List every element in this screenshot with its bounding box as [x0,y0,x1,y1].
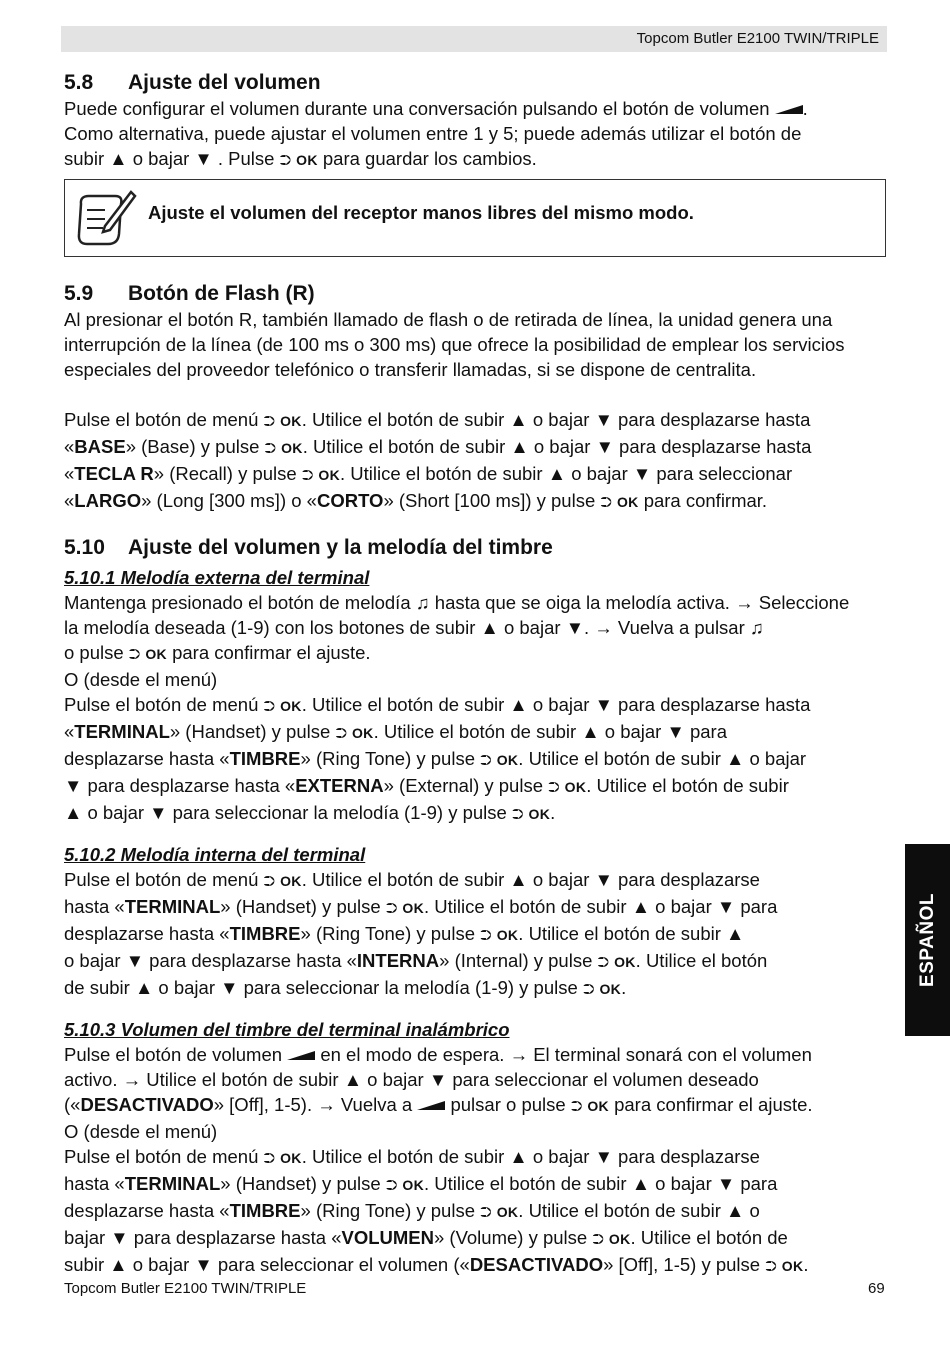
down-arrow-icon: ▼ [565,617,584,638]
ok-key-icon: ⮊ [582,981,595,998]
up-arrow-icon: ▲ [64,802,83,823]
text: » (Ring Tone) y pulse [300,748,475,769]
down-arrow-icon: ▼ [594,409,613,430]
up-arrow-icon: ▲ [509,409,528,430]
text: Utilice el botón de subir [146,1069,339,1090]
ok-label: OK [280,1150,302,1166]
up-arrow-icon: ▲ [547,463,567,484]
text: o bajar [655,1173,712,1194]
ok-key-icon: ⮊ [263,698,275,715]
menu-term: TIMBRE [229,748,301,769]
text: « [64,490,75,511]
language-side-tab [905,844,950,1036]
text: » (Volume) y pulse [433,1227,588,1248]
down-arrow-icon: ▼ [666,721,685,742]
text: especiales del proveedor telefónico o transferir llamadas, si se dispone de centralita. [64,359,757,380]
text: en el modo de espera. [320,1044,505,1065]
text: « [64,436,75,457]
text: para desplazarse hasta « [133,1227,342,1248]
ok-label: OK [318,467,340,483]
text: para [740,1173,778,1194]
text: O (desde el menú) [64,1121,218,1142]
page-header [61,26,887,52]
volume-icon [417,1101,445,1110]
menu-term: TERMINAL [74,721,170,742]
ok-label: OK [616,494,639,510]
paragraph [64,1198,886,1225]
ok-key-icon: ⮊ [263,413,275,430]
text: o bajar [571,463,628,484]
subsection-title: 5.10.3 Volumen del timbre del terminal inalámbrico [64,1019,510,1040]
text: o bajar [655,896,712,917]
paragraph [64,615,886,640]
up-arrow-icon: ▲ [480,617,499,638]
down-arrow-icon: ▼ [194,1254,213,1275]
volume-icon [287,1051,315,1060]
text: Pulse el botón de menú [64,409,259,430]
text: . Utilice el botón de subir [518,748,721,769]
text: interrupción de la línea (de 100 ms o 300 ms) que ofrece la posibilidad de emplear los servicios [64,334,845,355]
menu-term: TECLA R [74,463,154,484]
paragraph [64,1092,886,1119]
text: . Utilice el botón de subir [301,694,505,715]
paragraph [64,1144,886,1171]
note-text: Ajuste el volumen del receptor manos libres del mismo modo. [148,202,694,223]
text: Puede configurar el volumen durante una conversación pulsando el botón de volumen [64,98,770,119]
text: » (Ring Tone) y pulse [300,923,475,944]
text: desplazarse hasta « [64,748,230,769]
text: o bajar [132,1254,190,1275]
ok-label: OK [599,981,622,997]
ok-key-icon: ⮊ [385,900,398,917]
text: para [689,721,727,742]
menu-term: DESACTIVADO [80,1094,214,1115]
ok-label: OK [402,1177,424,1193]
paragraph [64,1042,886,1067]
text: para confirmar el ajuste. [614,1094,813,1115]
text: para desplazarse hasta « [149,950,357,971]
paragraph [64,461,886,488]
ok-key-icon: ⮊ [480,752,492,769]
section-5-10 [64,535,886,1279]
paragraph [64,434,886,461]
text: Vuelva a pulsar [617,617,745,638]
text: » [Off], 1-5) y pulse [603,1254,761,1275]
ok-key-icon: ⮊ [279,152,291,169]
text: Pulse el botón de menú [64,1146,259,1167]
text: para desplazarse hasta [618,694,811,715]
arrow-icon: → [122,1069,142,1090]
text: para seleccionar [656,463,793,484]
up-arrow-icon: ▲ [134,977,154,998]
text: para desplazarse hasta [619,436,812,457]
section-heading [64,535,886,561]
subsection-title: 5.10.2 Melodía interna del terminal [64,844,366,865]
menu-term: DESACTIVADO [469,1254,604,1275]
page-number: 69 [868,1280,885,1297]
text: hasta « [64,896,125,917]
note-box [64,179,886,257]
up-arrow-icon: ▲ [109,148,128,169]
ok-label: OK [496,752,519,768]
ok-label: OK [608,1231,631,1247]
text: » (Short [100 ms]) y pulse [383,490,596,511]
text: subir [64,148,105,169]
text: Mantenga presionado el botón de melodía [64,592,411,613]
text: (« [64,1094,81,1115]
paragraph [64,1252,886,1279]
text: Pulse el botón de menú [64,694,259,715]
menu-term: TERMINAL [124,1173,221,1194]
text: subir [64,1254,105,1275]
ok-label: OK [587,1098,609,1114]
menu-term: LARGO [74,490,142,511]
down-arrow-icon: ▼ [64,775,83,796]
ok-label: OK [564,779,587,795]
text: o bajar [604,721,662,742]
text: para desplazarse hasta « [87,775,296,796]
text: para seleccionar el volumen deseado [452,1069,759,1090]
text: Como alternativa, puede ajustar el volumen entre 1 y 5; puede además utilizar el botón de [64,123,802,144]
text: para guardar los cambios. [322,148,537,169]
section-number: 5.10 [64,536,105,559]
ok-key-icon: ⮊ [570,1098,583,1115]
down-arrow-icon: ▼ [594,869,613,890]
ok-key-icon: ⮊ [385,1177,398,1194]
text: « [64,721,75,742]
header-title: Topcom Butler E2100 TWIN/TRIPLE [636,30,879,47]
section-title: Botón de Flash (R) [128,282,315,305]
ok-label: OK [280,413,302,429]
up-arrow-icon: ▲ [726,1200,745,1221]
paragraph [64,307,886,332]
up-arrow-icon: ▲ [509,869,528,890]
ok-key-icon: ⮊ [480,927,492,944]
text: para confirmar el ajuste. [172,642,371,663]
up-arrow-icon: ▲ [509,1146,528,1167]
paragraph [64,975,886,1002]
ok-label: OK [496,1204,519,1220]
text: o bajar [532,409,590,430]
ok-label: OK [402,900,424,916]
paragraph [64,921,886,948]
text: o bajar [503,617,561,638]
arrow-icon: → [594,617,613,638]
section-number: 5.8 [64,71,94,94]
text: para seleccionar el volumen (« [217,1254,470,1275]
ok-key-icon: ⮊ [597,954,609,971]
section-title: Ajuste del volumen [128,71,321,94]
page-content [64,60,886,1279]
paragraph [64,667,886,692]
paragraph [64,948,886,975]
text: o bajar [158,977,215,998]
text: . [621,977,627,998]
text: para seleccionar la melodía (1-9) y pulse [172,802,507,823]
text: . Utilice el botón de subir [301,409,505,430]
section-5-9 [64,281,886,515]
ok-label: OK [781,1258,804,1274]
text: . Utilice el botón de subir [423,1173,627,1194]
language-label: ESPAÑOL [916,893,938,987]
paragraph [64,407,886,434]
section-number: 5.9 [64,282,94,305]
paragraph [64,773,886,800]
menu-term: TIMBRE [229,1200,301,1221]
down-arrow-icon: ▼ [428,1069,448,1090]
paragraph [64,867,886,894]
subsection-title: 5.10.1 Melodía externa del terminal [64,567,370,588]
ok-label: OK [351,725,374,741]
text: O (desde el menú) [64,669,218,690]
paragraph [64,1171,886,1198]
up-arrow-icon: ▲ [343,1069,363,1090]
text: o bajar [87,802,145,823]
paragraph [64,488,886,515]
text: . Utilice el botón de subir [301,869,505,890]
ok-label: OK [280,873,302,889]
ok-label: OK [281,440,303,456]
text: para seleccionar la melodía (1-9) y pulse [243,977,578,998]
down-arrow-icon: ▼ [594,1146,613,1167]
text: Seleccione [758,592,850,613]
text: . [802,98,808,119]
text: para desplazarse hasta [618,409,811,430]
text: » (Long [300 ms]) o « [141,490,317,511]
menu-term: CORTO [316,490,384,511]
menu-term: TERMINAL [124,896,221,917]
text: . [584,617,590,638]
menu-term: INTERNA [356,950,440,971]
up-arrow-icon: ▲ [631,896,651,917]
text: para confirmar. [643,490,768,511]
ok-label: OK [145,646,167,662]
text: . Utilice el botón de subir [340,463,543,484]
text: » (External) y pulse [383,775,543,796]
paragraph [64,357,886,382]
down-arrow-icon: ▼ [632,463,652,484]
paragraph [64,640,886,667]
up-arrow-icon: ▲ [509,694,528,715]
paragraph [64,1225,886,1252]
up-arrow-icon: ▲ [581,721,600,742]
text: Pulse el botón de menú [64,869,259,890]
section-title: Ajuste del volumen y la melodía del timbre [128,536,553,559]
ok-label: OK [280,698,302,714]
text: » (Handset) y pulse [220,896,381,917]
text: . Utilice el botón de subir [518,923,721,944]
text: o [749,1200,760,1221]
paragraph [64,96,886,121]
ok-key-icon: ⮊ [511,806,524,823]
text: . Utilice el botón de [630,1227,788,1248]
text: pulsar o pulse [450,1094,566,1115]
text: o bajar [532,694,590,715]
arrow-icon: → [735,592,754,613]
melody-icon: ♫ [415,592,430,613]
text: bajar [64,1227,106,1248]
paragraph [64,1067,886,1092]
section-heading [64,70,886,96]
ok-key-icon: ⮊ [765,1258,777,1275]
paragraph [64,719,886,746]
ok-label: OK [496,927,519,943]
paragraph [64,146,886,173]
down-arrow-icon: ▼ [594,694,613,715]
text: . Pulse [217,148,275,169]
down-arrow-icon: ▼ [110,1227,129,1248]
section-heading [64,281,886,307]
text: para desplazarse [618,1146,760,1167]
text: o bajar [532,1146,590,1167]
ok-key-icon: ⮊ [301,467,314,484]
text: o bajar [367,1069,424,1090]
text: » (Internal) y pulse [439,950,593,971]
down-arrow-icon: ▼ [595,436,614,457]
text: . Utilice el botón de subir [373,721,577,742]
text: de subir [64,977,130,998]
paragraph [64,590,886,615]
paragraph [64,121,886,146]
text: . Utilice el botón [635,950,768,971]
paragraph [64,894,886,921]
footer-title: Topcom Butler E2100 TWIN/TRIPLE [64,1280,307,1297]
text: El terminal sonará con el volumen [533,1044,812,1065]
up-arrow-icon: ▲ [631,1173,651,1194]
text: » [Off], 1-5). [213,1094,313,1115]
ok-key-icon: ⮊ [592,1231,604,1248]
paragraph [64,692,886,719]
text: . [550,802,556,823]
paragraph [64,332,886,357]
text: Vuelva a [340,1094,413,1115]
text: » (Base) y pulse [125,436,260,457]
text: . Utilice el botón de subir [302,436,506,457]
text: . Utilice el botón de subir [301,1146,505,1167]
paragraph [64,800,886,827]
up-arrow-icon: ▲ [726,923,745,944]
down-arrow-icon: ▼ [716,1173,736,1194]
text: » (Ring Tone) y pulse [300,1200,475,1221]
ok-key-icon: ⮊ [548,779,560,796]
ok-label: OK [296,152,318,168]
down-arrow-icon: ▼ [716,896,736,917]
text: Al presionar el botón R, también llamado de flash o de retirada de línea, la unidad genera una [64,309,833,330]
ok-key-icon: ⮊ [600,494,612,511]
text: . [803,1254,809,1275]
text: . Utilice el botón de subir [518,1200,721,1221]
down-arrow-icon: ▼ [194,148,213,169]
text: activo. [64,1069,118,1090]
text: desplazarse hasta « [64,1200,230,1221]
menu-term: BASE [74,436,126,457]
up-arrow-icon: ▲ [109,1254,128,1275]
text: Pulse el botón de volumen [64,1044,283,1065]
text: o bajar [64,950,121,971]
text: o bajar [532,869,590,890]
paragraph [64,746,886,773]
text: hasta « [64,1173,125,1194]
text: » (Recall) y pulse [153,463,297,484]
ok-key-icon: ⮊ [263,1150,275,1167]
text: » (Handset) y pulse [169,721,331,742]
text: » (Handset) y pulse [220,1173,381,1194]
paragraph [64,1119,886,1144]
text: o bajar [533,436,591,457]
ok-key-icon: ⮊ [263,873,275,890]
text: . Utilice el botón de subir [423,896,627,917]
text: o bajar [132,148,190,169]
ok-key-icon: ⮊ [480,1204,492,1221]
text: para [740,896,778,917]
up-arrow-icon: ▲ [726,748,745,769]
text: para desplazarse [618,869,760,890]
ok-key-icon: ⮊ [264,440,276,457]
section-5-8 [64,70,886,257]
text: desplazarse hasta « [64,923,230,944]
ok-label: OK [614,954,636,970]
text: « [64,463,75,484]
ok-key-icon: ⮊ [128,646,141,663]
down-arrow-icon: ▼ [149,802,168,823]
arrow-icon: → [317,1094,336,1115]
text: . Utilice el botón de subir [586,775,789,796]
ok-label: OK [528,806,551,822]
menu-term: EXTERNA [295,775,384,796]
up-arrow-icon: ▲ [510,436,529,457]
down-arrow-icon: ▼ [125,950,145,971]
down-arrow-icon: ▼ [220,977,239,998]
ok-key-icon: ⮊ [335,725,347,742]
text: hasta que se oiga la melodía activa. [434,592,730,613]
volume-icon [775,105,803,114]
text: la melodía deseada (1-9) con los botones de subir [64,617,476,638]
menu-term: TIMBRE [229,923,301,944]
text: o pulse [64,642,124,663]
note-pencil-icon [75,188,137,250]
arrow-icon: → [509,1044,529,1065]
text: o bajar [749,748,807,769]
melody-icon: ♫ [749,617,764,638]
menu-term: VOLUMEN [341,1227,434,1248]
